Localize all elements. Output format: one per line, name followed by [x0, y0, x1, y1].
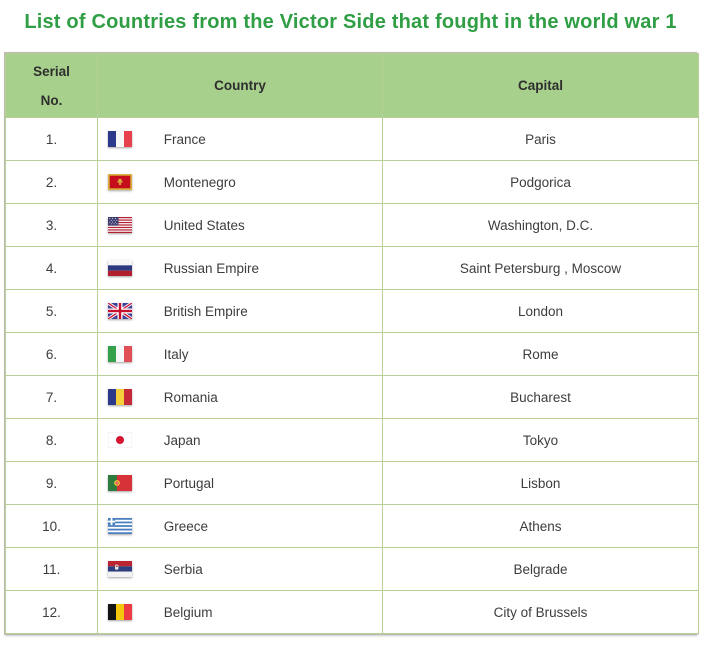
country-name: British Empire [163, 303, 248, 319]
serial-cell: 8. [6, 419, 98, 462]
serial-cell: 9. [6, 462, 98, 505]
table-row [6, 247, 699, 290]
russia-flag-icon [108, 260, 132, 276]
header-row [6, 54, 699, 118]
italy-flag-icon [108, 346, 132, 362]
country-cell [98, 419, 383, 462]
country-name: Italy [163, 346, 189, 362]
serial-cell: 3. [6, 204, 98, 247]
countries-table [5, 53, 699, 634]
serial-cell: 6. [6, 333, 98, 376]
capital-cell: Belgrade [383, 548, 699, 591]
country-cell [98, 118, 383, 161]
table-row [6, 376, 699, 419]
serial-cell: 2. [6, 161, 98, 204]
portugal-flag-icon [108, 475, 132, 491]
table-body [6, 118, 699, 634]
romania-flag-icon [108, 389, 132, 405]
serial-cell: 7. [6, 376, 98, 419]
france-flag-icon [108, 131, 132, 147]
capital-cell: Saint Petersburg , Moscow [383, 247, 699, 290]
table-row [6, 419, 699, 462]
capital-cell: Paris [383, 118, 699, 161]
serbia-flag-icon [108, 561, 132, 577]
capital-cell: Athens [383, 505, 699, 548]
country-name: Russian Empire [163, 260, 260, 276]
belgium-flag-icon [108, 604, 132, 620]
country-cell [98, 333, 383, 376]
countries-table-container [4, 52, 697, 635]
page-title: List of Countries from the Victor Side that fought in the world war 1 [24, 11, 677, 33]
header-serial-no [6, 54, 98, 118]
table-row [6, 591, 699, 634]
country-name: Montenegro [163, 174, 236, 190]
serial-cell: 5. [6, 290, 98, 333]
greece-flag-icon [108, 518, 132, 534]
capital-cell: Podgorica [383, 161, 699, 204]
japan-flag-icon [108, 432, 132, 448]
table-row [6, 290, 699, 333]
country-name: Romania [163, 389, 218, 405]
country-name: Greece [163, 518, 209, 534]
serial-cell: 4. [6, 247, 98, 290]
table-row [6, 161, 699, 204]
country-cell [98, 505, 383, 548]
country-cell [98, 548, 383, 591]
country-name: Japan [163, 432, 201, 448]
table-row [6, 204, 699, 247]
table-header [6, 54, 699, 118]
table-row [6, 462, 699, 505]
header-capital: Capital [383, 54, 699, 118]
capital-cell: Rome [383, 333, 699, 376]
header-serial-line1: Serial [33, 63, 70, 79]
country-cell [98, 591, 383, 634]
capital-cell: Bucharest [383, 376, 699, 419]
country-name: Portugal [163, 475, 215, 491]
capital-cell: Lisbon [383, 462, 699, 505]
serial-cell: 1. [6, 118, 98, 161]
serial-cell: 12. [6, 591, 98, 634]
country-cell [98, 376, 383, 419]
capital-cell: Tokyo [383, 419, 699, 462]
country-cell [98, 161, 383, 204]
country-cell [98, 247, 383, 290]
capital-cell: London [383, 290, 699, 333]
serial-cell: 11. [6, 548, 98, 591]
table-row [6, 505, 699, 548]
country-cell [98, 204, 383, 247]
usa-flag-icon [108, 217, 132, 233]
country-name: United States [163, 217, 245, 233]
capital-cell: City of Brussels [383, 591, 699, 634]
country-name: Serbia [163, 561, 203, 577]
table-row [6, 118, 699, 161]
country-cell [98, 462, 383, 505]
country-name: France [163, 131, 206, 147]
uk-flag-icon [108, 303, 132, 319]
table-row [6, 333, 699, 376]
serial-cell: 10. [6, 505, 98, 548]
country-cell [98, 290, 383, 333]
header-country: Country [98, 54, 383, 118]
table-row [6, 548, 699, 591]
header-serial-line2: No. [40, 92, 63, 108]
country-name: Belgium [163, 604, 213, 620]
capital-cell: Washington, D.C. [383, 204, 699, 247]
montenegro-flag-icon [108, 174, 132, 190]
